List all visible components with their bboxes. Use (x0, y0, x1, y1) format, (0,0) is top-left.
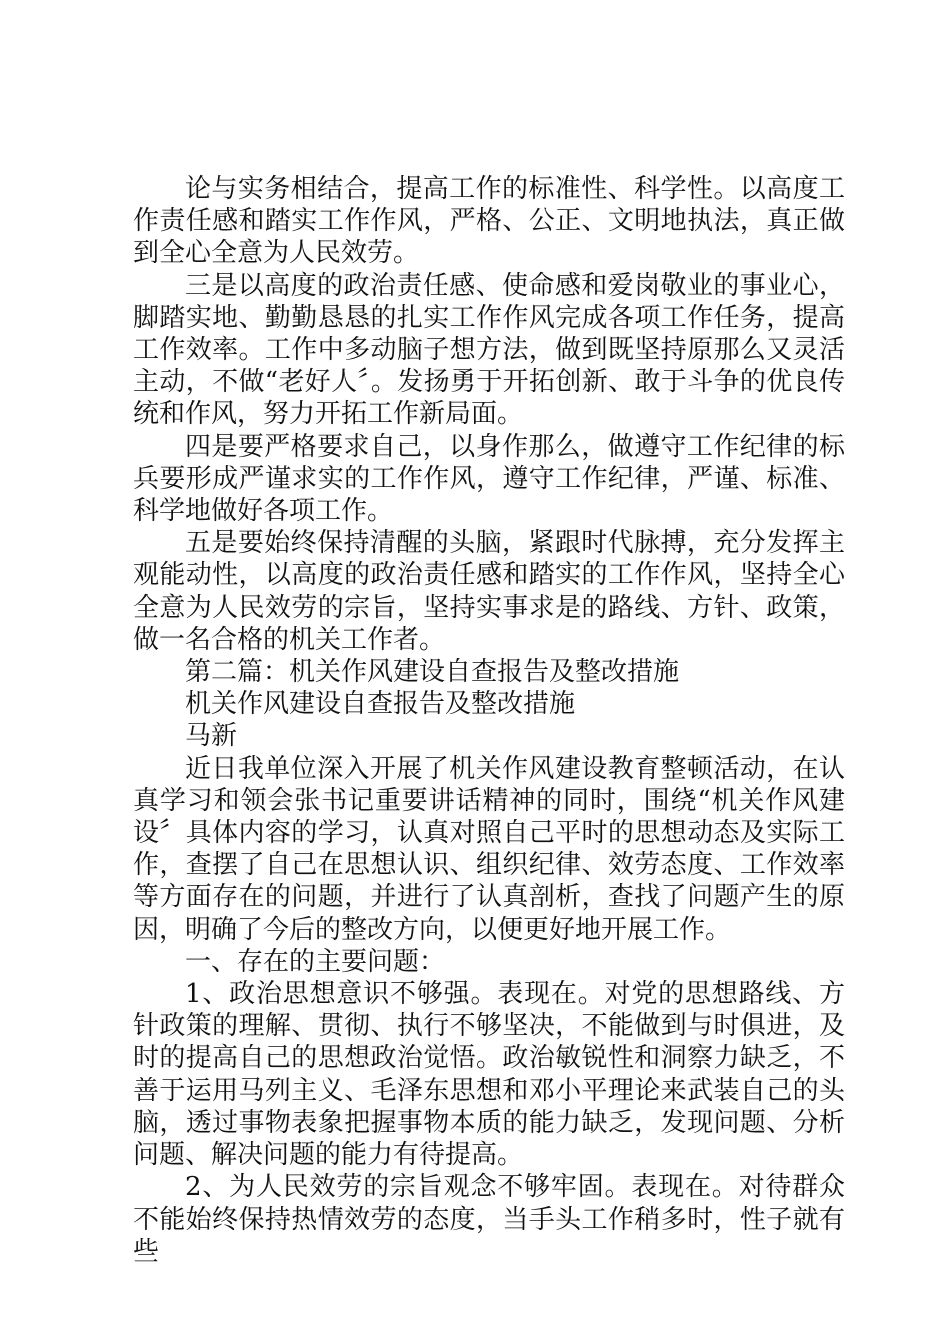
section-heading: 第二篇：机关作风建设自查报告及整改措施 (185, 657, 680, 688)
paragraph-continuation: 论与实务相结合，提高工作的标准性、科学性。以高度工作责任感和踏实工作作风，严格、公正、文明地执法，真正做到全心全意为人民效劳。 (133, 174, 845, 269)
document-page (133, 173, 845, 1268)
paragraph-item-three: 三是以高度的政治责任感、使命感和爱岗敬业的事业心，脚踏实地、勤勤恳恳的扎实工作作风完成各项工作任务，提高工作效率。工作中多动脑子想方法，做到既坚持原那么又灵活主动，不做“老好人〞。发扬勇于开拓创新、敢于斗争的优良传统和作风，努力开拓工作新局面。 (133, 270, 845, 430)
paragraph-problem-one: 1、政治思想意识不够强。表现在。对党的思想路线、方针政策的理解、贯彻、执行不够坚决，不能做到与时俱进，及时的提高自己的思想政治觉悟。政治敏锐性和洞察力缺乏，不善于运用马列主义、毛泽东思想和邓小平理论来武装自己的头脑，透过事物表象把握事物本质的能力缺乏，发现问题、分析问题、解决问题的能力有待提高。 (133, 979, 845, 1171)
author-name: 马新 (185, 721, 238, 752)
paragraph-item-four: 四是要严格要求自己，以身作那么，做遵守工作纪律的标兵要形成严谨求实的工作作风，遵守工作纪律，严谨、标准、科学地做好各项工作。 (133, 431, 845, 527)
paragraph-item-five: 五是要始终保持清醒的头脑，紧跟时代脉搏，充分发挥主观能动性，以高度的政治责任感和踏实的工作作风，坚持全心全意为人民效劳的宗旨，坚持实事求是的路线、方针、政策，做一名合格的机关工作者。 (133, 528, 845, 655)
paragraph-problem-two: 2、为人民效劳的宗旨观念不够牢固。表现在。对待群众不能始终保持热情效劳的态度，当手头工作稍多时，性子就有些 (133, 1172, 845, 1267)
paragraph-intro: 近日我单位深入开展了机关作风建设教育整顿活动，在认真学习和领会张书记重要讲话精神的同时，围绕“机关作风建设〞具体内容的学习，认真对照自己平时的思想动态及实际工作，查摆了自己在思想认识、组织纪律、效劳态度、工作效率等方面存在的问题，并进行了认真剖析，查找了问题产生的原因，明确了今后的整改方向，以便更好地开展工作。 (133, 753, 845, 945)
document-title: 机关作风建设自查报告及整改措施 (185, 689, 576, 720)
subsection-heading: 一、存在的主要问题： (185, 946, 446, 977)
